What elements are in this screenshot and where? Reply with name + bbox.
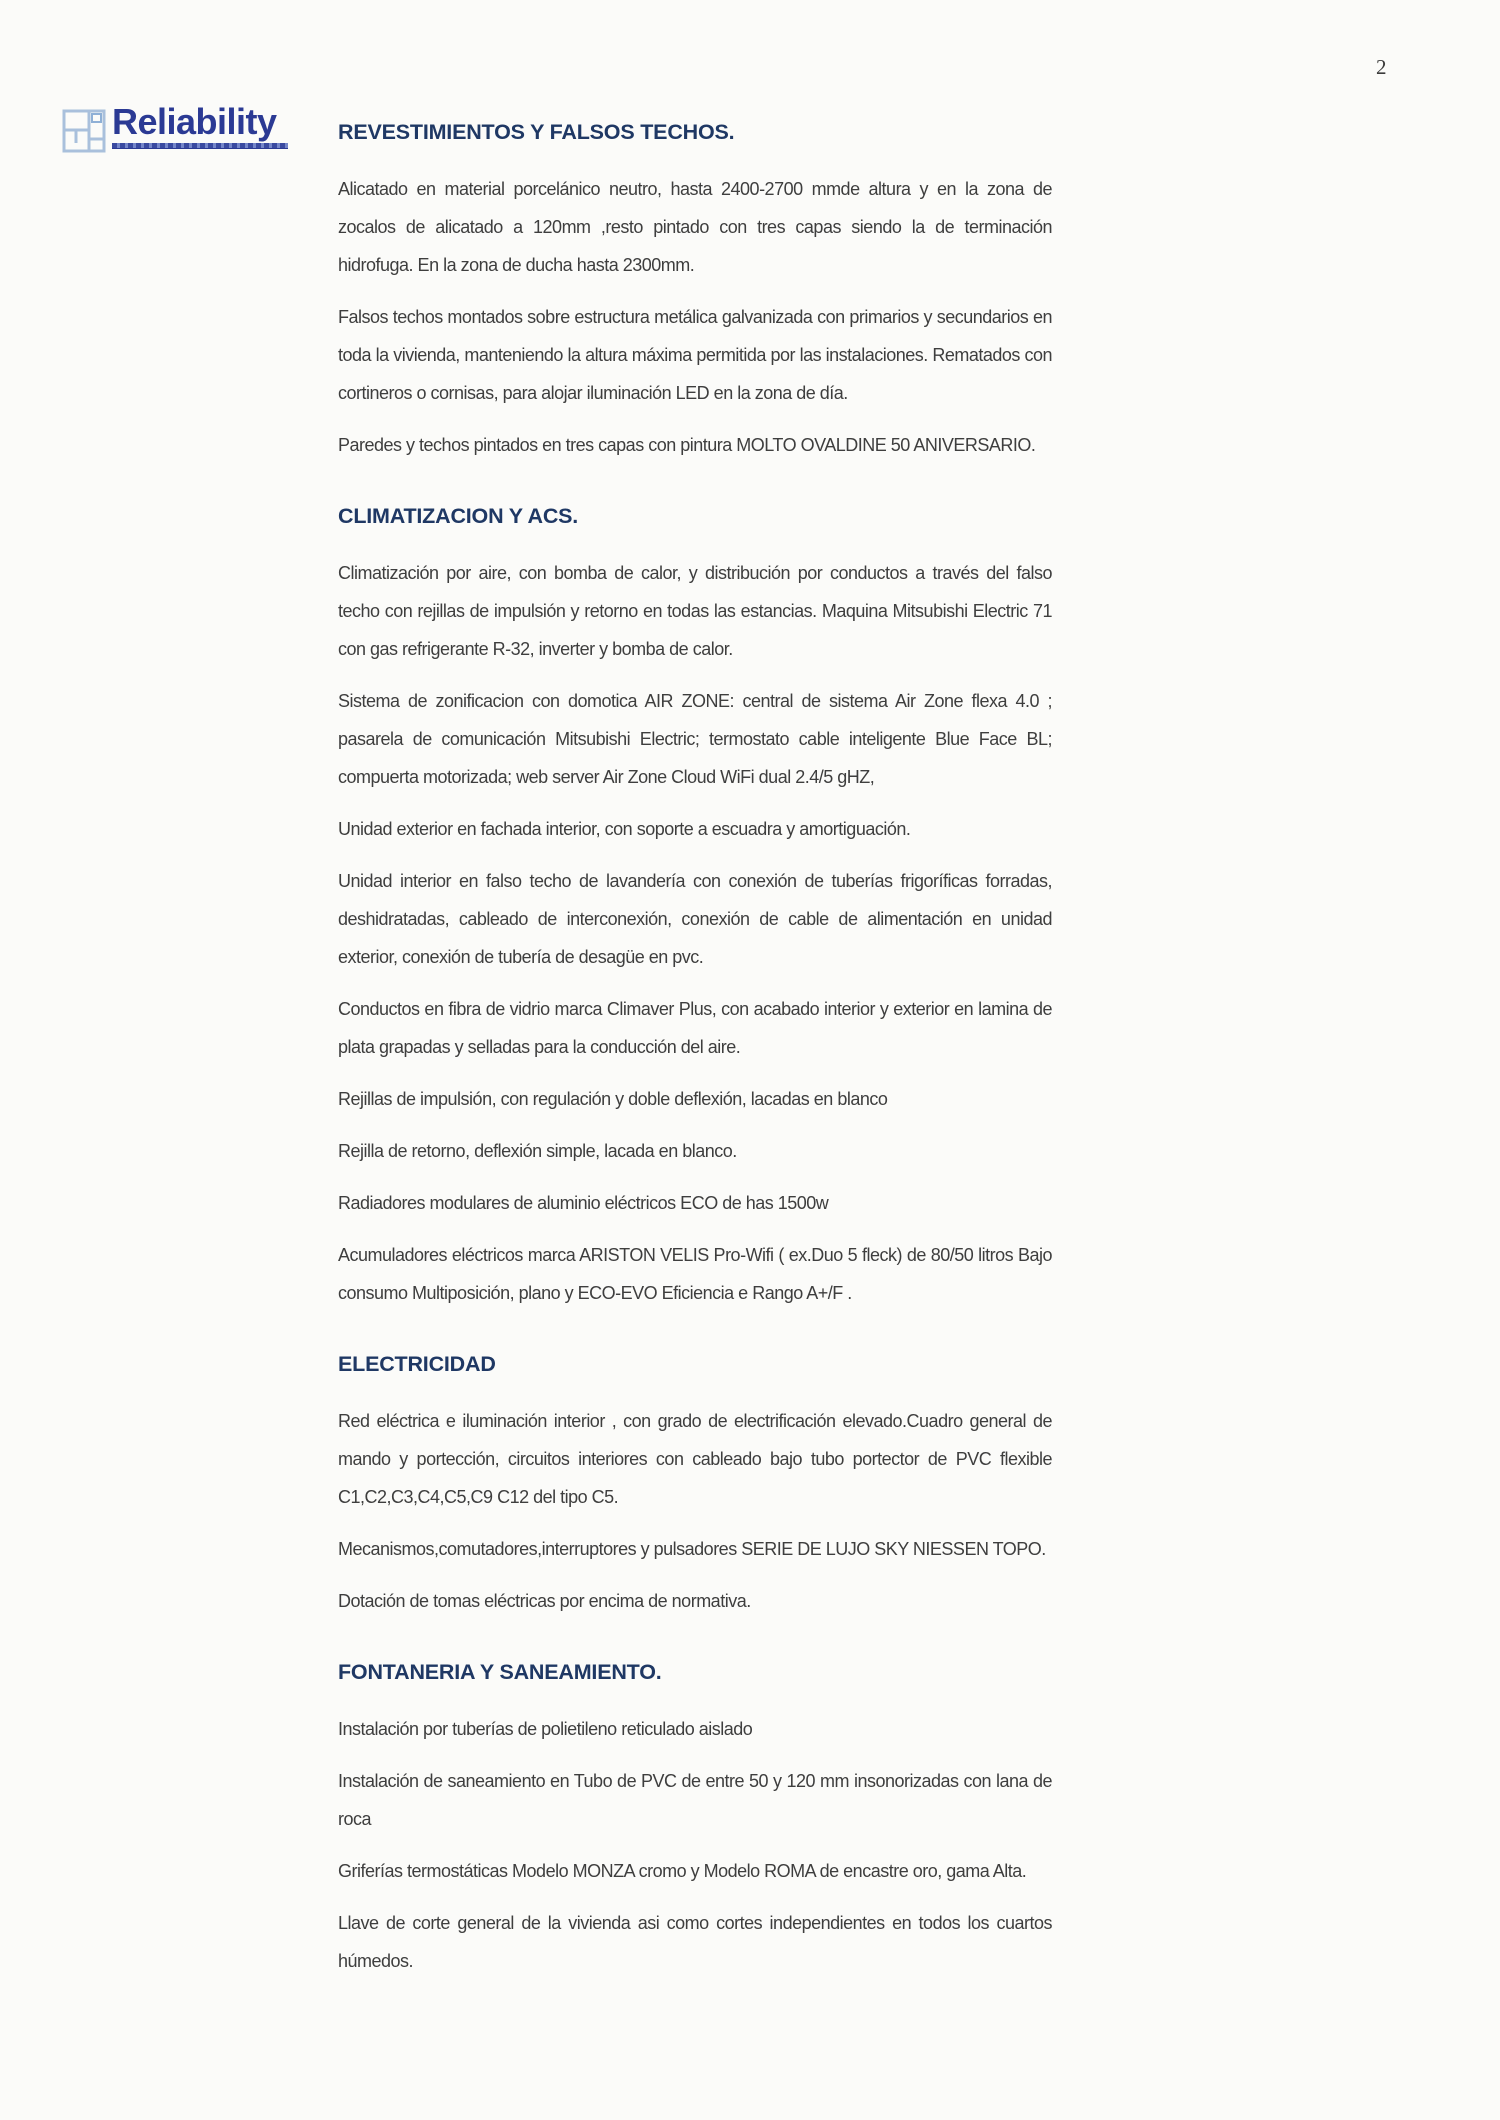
floorplan-icon [62, 109, 108, 153]
logo-tagline-bar [112, 143, 288, 149]
paragraph: Alicatado en material porcelánico neutro, hasta 2400-2700 mmde altura y en la zona de zocalos de alicatado a 120mm ,resto pintado con tres capas siendo la de terminación hidrofuga. En la zona de ducha hasta 2300mm. [338, 179, 1052, 275]
logo [62, 103, 288, 153]
paragraph: Falsos techos montados sobre estructura metálica galvanizada con primarios y secundarios en toda la vivienda, manteniendo la altura máxima permitida por las instalaciones. Rematados con cortineros o cornisas, para alojar iluminación LED en la zona de día. [338, 307, 1052, 403]
paragraph: Rejillas de impulsión, con regulación y doble deflexión, lacadas en blanco [338, 1089, 888, 1109]
paragraph: Unidad exterior en fachada interior, con soporte a escuadra y amortiguación. [338, 819, 911, 839]
paragraph: Instalación por tuberías de polietileno reticulado aislado [338, 1719, 753, 1739]
logo-text-wrap [112, 103, 288, 149]
paragraph: Rejilla de retorno, deflexión simple, lacada en blanco. [338, 1141, 737, 1161]
section-heading-fontaneria: FONTANERIA Y SANEAMIENTO. [338, 1660, 662, 1684]
section-climatizacion [338, 502, 1052, 1312]
paragraph: Llave de corte general de la vivienda asi como cortes independientes en todos los cuartos húmedos. [338, 1913, 1052, 1971]
page-number: 2 [1376, 55, 1387, 79]
paragraph: Griferías termostáticas Modelo MONZA cromo y Modelo ROMA de encastre oro, gama Alta. [338, 1861, 1027, 1881]
section-revestimientos [338, 118, 1052, 464]
paragraph: Dotación de tomas eléctricas por encima de normativa. [338, 1591, 751, 1611]
section-heading-climatizacion: CLIMATIZACION Y ACS. [338, 504, 579, 528]
paragraph: Climatización por aire, con bomba de calor, y distribución por conductos a través del falso techo con rejillas de impulsión y retorno en todas las estancias. Maquina Mitsubishi Electric 71 con gas refrigerante R-32, inverter y bomba de calor. [338, 563, 1052, 659]
section-fontaneria [338, 1658, 1052, 1980]
paragraph: Instalación de saneamiento en Tubo de PVC de entre 50 y 120 mm insonorizadas con lana de roca [338, 1771, 1052, 1829]
section-heading-electricidad: ELECTRICIDAD [338, 1352, 496, 1376]
paragraph: Acumuladores eléctricos marca ARISTON VELIS Pro-Wifi ( ex.Duo 5 fleck) de 80/50 litros Bajo consumo Multiposición, plano y ECO-EVO Eficiencia e Rango A+/F . [338, 1245, 1052, 1303]
document-content [338, 118, 1052, 1994]
paragraph: Paredes y techos pintados en tres capas con pintura MOLTO OVALDINE 50 ANIVERSARIO. [338, 435, 1036, 455]
paragraph: Radiadores modulares de aluminio eléctricos ECO de has 1500w [338, 1193, 829, 1213]
paragraph: Sistema de zonificacion con domotica AIR ZONE: central de sistema Air Zone flexa 4.0 ; pasarela de comunicación Mitsubishi Electric; termostato cable inteligente Blue Face BL; compuerta motorizada; web server Air Zone Cloud WiFi dual 2.4/5 gHZ, [338, 691, 1052, 787]
paragraph: Unidad interior en falso techo de lavandería con conexión de tuberías frigoríficas forradas, deshidratadas, cableado de interconexión, conexión de cable de alimentación en unidad exterior, conexión de tubería de desagüe en pvc. [338, 871, 1052, 967]
paragraph: Red eléctrica e iluminación interior , con grado de electrificación elevado.Cuadro general de mando y portección, circuitos interiores con cableado bajo tubo portector de PVC flexible C1,C2,C3,C4,C5,C9 C12 del tipo C5. [338, 1411, 1052, 1507]
paragraph: Mecanismos,comutadores,interruptores y pulsadores SERIE DE LUJO SKY NIESSEN TOPO. [338, 1539, 1046, 1559]
section-heading-revestimientos: REVESTIMIENTOS Y FALSOS TECHOS. [338, 120, 735, 144]
logo-text: Reliability [112, 101, 277, 142]
section-electricidad [338, 1350, 1052, 1620]
paragraph: Conductos en fibra de vidrio marca Climaver Plus, con acabado interior y exterior en lamina de plata grapadas y selladas para la conducción del aire. [338, 999, 1052, 1057]
